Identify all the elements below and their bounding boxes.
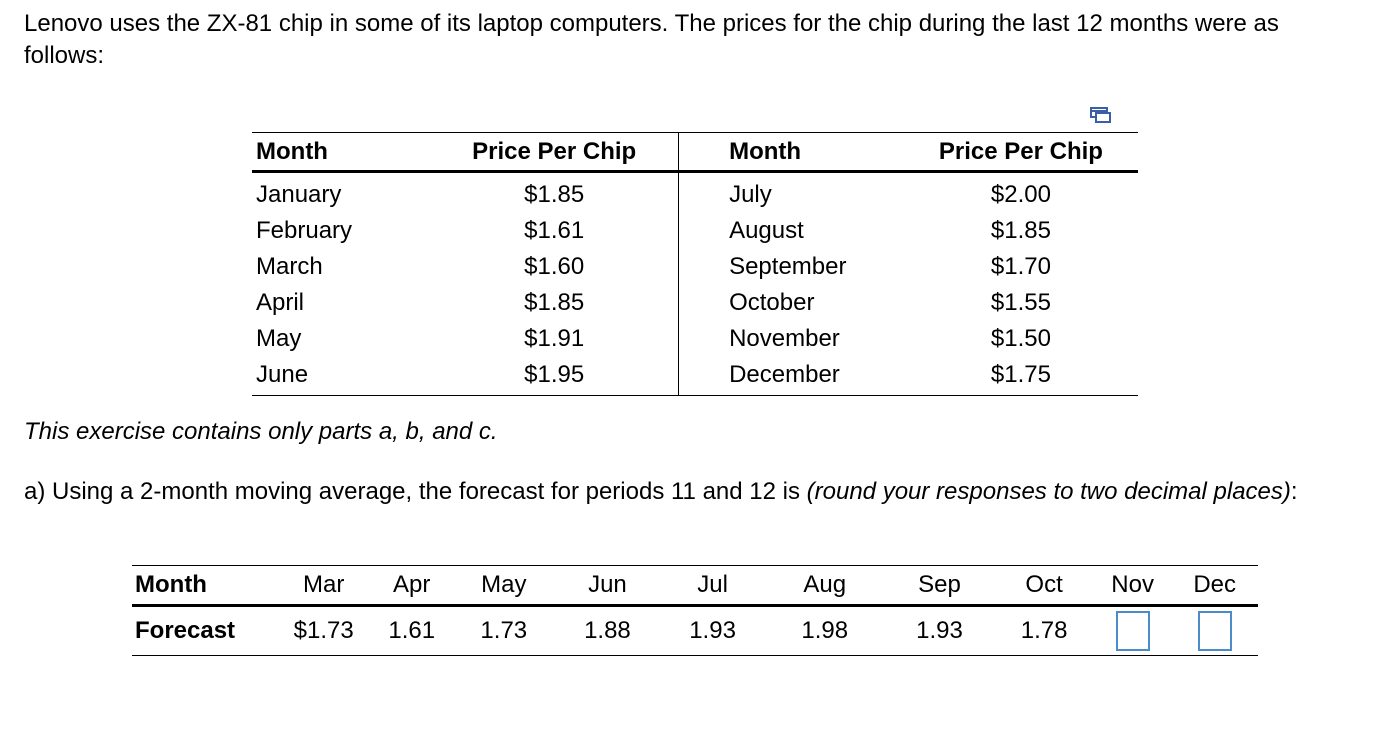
month-cell: April [256,289,305,316]
month-cell: July [729,181,772,208]
price-cell: $1.85 [430,172,678,214]
month-cell: June [256,361,309,388]
table-row [252,213,1138,249]
exercise-note: This exercise contains only parts a, b, and c. [24,418,498,445]
month-header: May [453,566,555,606]
month-cell: March [256,253,323,280]
price-cell: $2.00 [990,181,1051,208]
month-cell: September [729,253,847,280]
month-header: Mar [277,566,371,606]
month-header: Dec [1171,566,1258,606]
table-row [252,321,1138,357]
price-cell: $1.50 [990,325,1051,352]
problem-intro: Lenovo uses the ZX-81 chip in some of its laptop computers. The prices for the chip during the last 12 months were as follows: [24,10,1279,69]
table-row [252,357,1138,396]
forecast-value: 1.88 [584,617,631,644]
price-cell: $1.85 [430,285,678,321]
price-cell: $1.61 [430,213,678,249]
price-table-header-row [252,133,1138,172]
forecast-table [132,565,1258,656]
price-cell: $1.95 [430,357,678,396]
month-header: Oct [994,566,1094,606]
month-header: Apr [370,566,453,606]
column-header-price-2: Price Per Chip [904,133,1138,172]
month-header: Aug [765,566,885,606]
forecast-month-row [132,566,1258,606]
month-cell: October [729,289,815,316]
month-header: Jul [660,566,765,606]
price-cell: $1.60 [430,249,678,285]
forecast-value: 1.98 [801,617,849,644]
forecast-value: 1.93 [689,617,736,644]
question-rounding-instruction: (round your responses to two decimal places) [806,478,1291,505]
row-header-forecast: Forecast [135,617,236,644]
chip-price-table [252,132,1138,396]
forecast-value: $1.73 [293,617,354,644]
row-header-month: Month [132,566,277,606]
table-row [252,285,1138,321]
price-cell: $1.91 [430,321,678,357]
month-cell: January [256,181,342,208]
month-header: Nov [1094,566,1171,606]
table-row [252,249,1138,285]
forecast-value: 1.78 [1020,617,1068,644]
price-cell: $1.85 [990,217,1051,244]
month-cell: August [729,217,804,244]
column-header-month-2: Month [679,133,904,172]
forecast-value: 1.93 [916,617,963,644]
forecast-value: 1.73 [480,617,528,644]
column-header-price: Price Per Chip [430,133,678,172]
question-suffix: : [1290,478,1298,505]
copy-table-icon[interactable] [1088,102,1114,128]
table-row [252,172,1138,214]
month-cell: December [729,361,840,388]
price-cell: $1.55 [990,289,1051,316]
price-cell: $1.75 [990,361,1051,388]
month-cell: November [729,325,840,352]
column-header-month: Month [252,133,430,172]
dec-forecast-answer-input[interactable] [1198,611,1232,651]
forecast-value: 1.61 [388,617,436,644]
nov-forecast-answer-input[interactable] [1116,611,1150,651]
question-a [24,476,1334,508]
forecast-cell-nov [1094,606,1171,656]
month-cell: February [256,217,353,244]
question-text: a) Using a 2-month moving average, the forecast for periods 11 and 12 is [24,478,807,505]
month-cell: May [256,325,302,352]
month-header: Sep [885,566,995,606]
month-header: Jun [555,566,661,606]
forecast-value-row [132,606,1258,656]
forecast-cell-dec [1171,606,1258,656]
price-cell: $1.70 [990,253,1051,280]
